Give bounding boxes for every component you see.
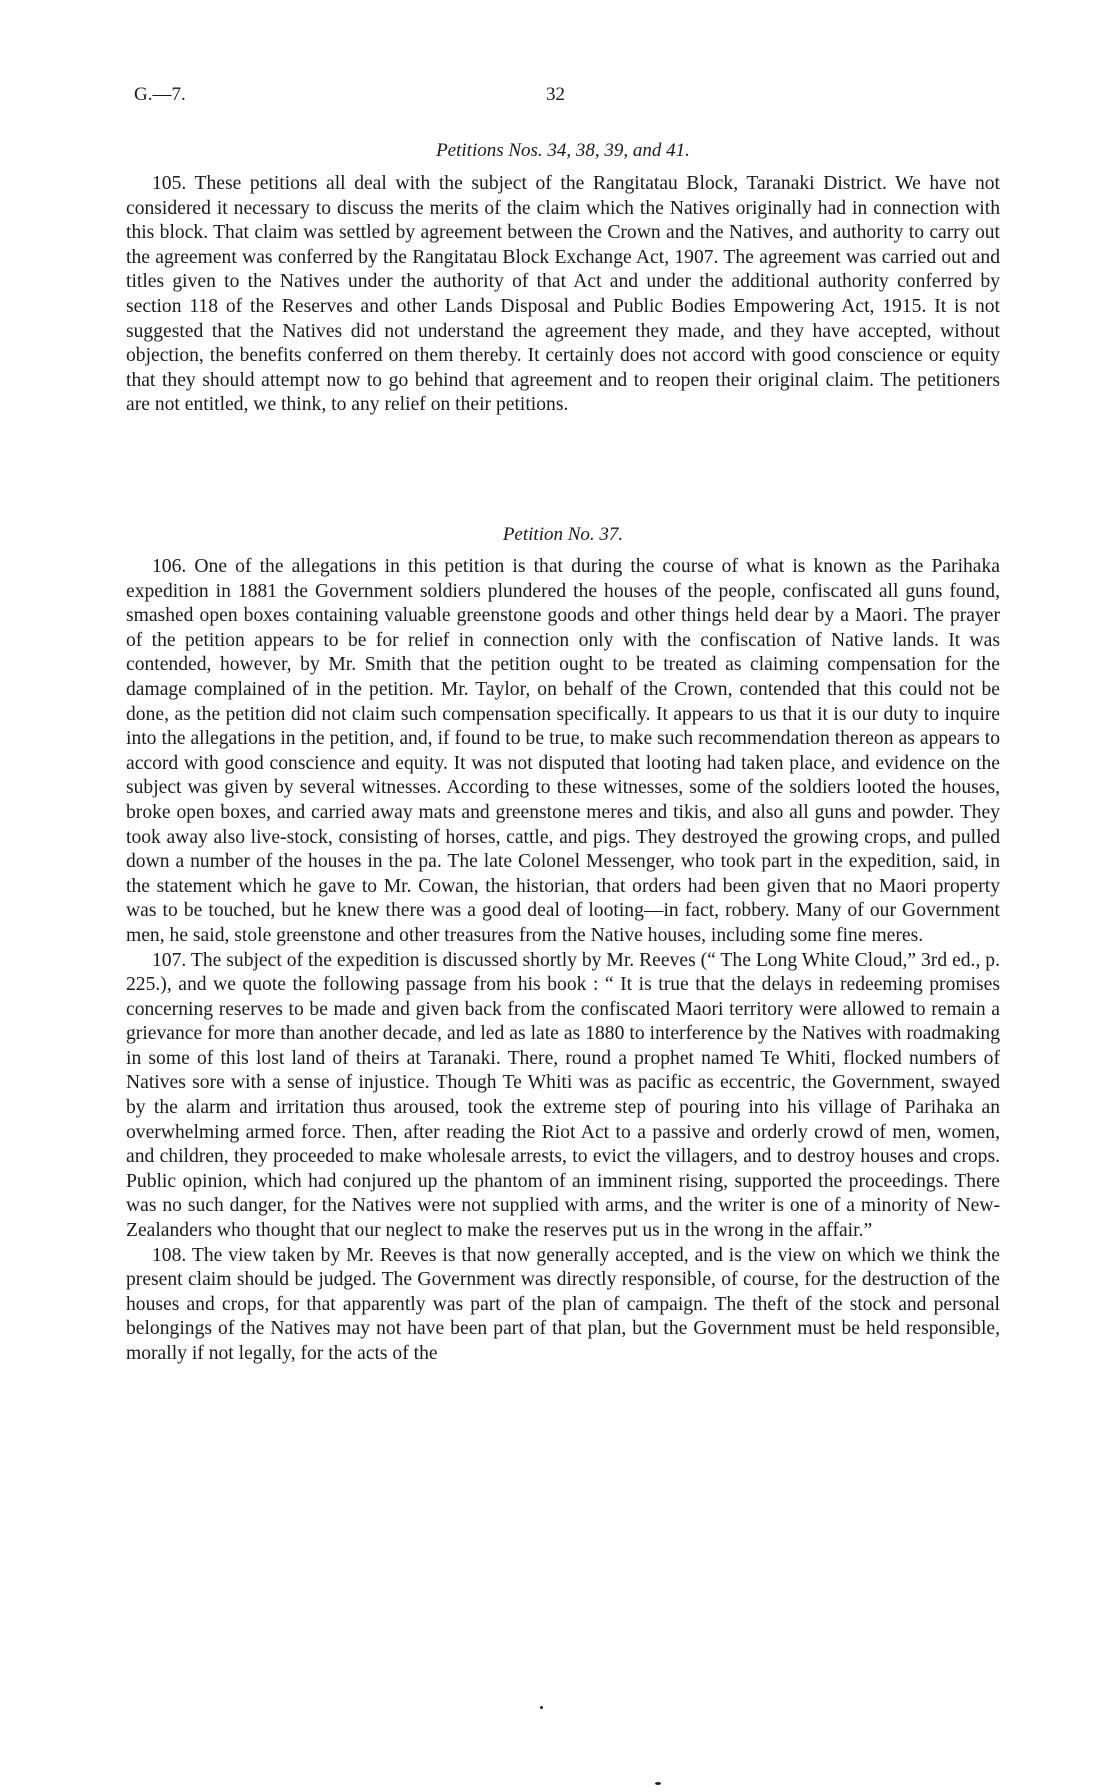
paragraph-108: 108. The view taken by Mr. Reeves is that now generally accepted, and is the view on which we think the present claim should be judged. The Government was directly responsible, of course, for the destruction of the houses and crops, for that apparently was part of the plan of campaign. The theft of the stock and personal belongings of the Natives may not have been part of that plan, but the Government must be held responsible, morally if not legally, for the acts of the: [126, 1244, 1000, 1364]
document-reference: G.—7.: [134, 84, 186, 105]
paragraph-105: 105. These petitions all deal with the subject of the Rangitatau Block, Taranaki District. We have not considered it necessary to discuss the merits of the claim which the Natives originally had in connection with this block. That claim was settled by agreement between the Crown and the Natives, and authority to carry out the agreement was conferred by the Rangitatau Block Exchange Act, 1907. The agreement was carried out and titles given to the Natives under the authority of that Act and under the additional authority conferred by section 118 of the Reserves and other Lands Disposal and Public Bodies Empowering Act, 1915. It is not suggested that the Natives did not understand the agreement they made, and they have accepted, without objection, the benefits conferred on them thereby. It certainly does not accord with good conscience or equity that they should attempt now to go behind that agreement and to reopen their original claim. The petitioners are not entitled, we think, to any relief on their petitions.: [126, 173, 1000, 416]
section-body-rangitatau: [126, 172, 1000, 418]
page-header: [134, 84, 994, 112]
section-title: Petitions Nos. 34, 38, 39, and 41.: [436, 140, 690, 161]
page-number: 32: [546, 84, 565, 105]
paragraph-107: 107. The subject of the expedition is discussed shortly by Mr. Reeves (“ The Long White Cloud,” 3rd ed., p. 225.), and we quote the following passage from his book : “ It is true that the delays in redeeming promises concerning reserves to be made and given back from the confiscated Maori territory were allowed to remain a grievance for more than another decade, and led as late as 1880 to interference by the Natives with roadmaking in some of this lost land of theirs at Taranaki. There, round a prophet named Te Whiti, flocked numbers of Natives sore with a sense of injustice. Though Te Whiti was as pacific as eccentric, the Government, swayed by the alarm and irritation thus aroused, took the extreme step of pouring into his village of Parihaka an overwhelming armed force. Then, after reading the Riot Act to a passive and orderly crowd of men, women, and children, they proceeded to make wholesale arrests, to evict the villagers, and to destroy houses and crops. Public opinion, which had conjured up the phantom of an imminent rising, supported the proceedings. There was no such danger, for the Natives were not supplied with arms, and the writer is one of a minority of New-Zealanders who thought that our neglect to make the reserves put us in the wrong in the affair.”: [126, 949, 1000, 1242]
section-heading-petition-37: [126, 524, 1000, 546]
section-heading-petitions-34-38-39-41: [126, 140, 1000, 162]
section-body-parihaka: [126, 555, 1000, 1367]
section-title: Petition No. 37.: [502, 524, 624, 545]
paragraph-106: 106. One of the allegations in this petition is that during the course of what is known as the Parihaka expedition in 1881 the Government soldiers plundered the houses of the people, confiscated all guns found, smashed open boxes containing valuable greenstone goods and other things held dear by a Maori. The prayer of the petition appears to be for relief in connection only with the confiscation of Native lands. It was contended, however, by Mr. Smith that the petition ought to be treated as claiming compensation for the damage complained of in the petition. Mr. Taylor, on behalf of the Crown, contended that this could not be done, as the petition did not claim such compensation specifically. It appears to us that it is our duty to inquire into the allegations in the petition, and, if found to be true, to make such recommendation thereon as appears to accord with good conscience and equity. It was not disputed that looting had taken place, and evidence on the subject was given by several witnesses. According to these witnesses, some of the soldiers looted the houses, broke open boxes, and carried away mats and greenstone meres and tikis, and also all guns and powder. They took away also live-stock, consisting of horses, cattle, and pigs. They destroyed the growing crops, and pulled down a number of the houses in the pa. The late Colonel Messenger, who took part in the expedition, said, in the statement which he gave to Mr. Cowan, the historian, that orders had been given that no Maori property was to be touched, but he knew there was a good deal of looting—in fact, robbery. Many of our Government men, he said, stole greenstone and other treasures from the Native houses, including some fine meres.: [126, 556, 1000, 946]
print-speck-mark: [655, 1782, 661, 1785]
print-speck-mark: [540, 1706, 543, 1709]
